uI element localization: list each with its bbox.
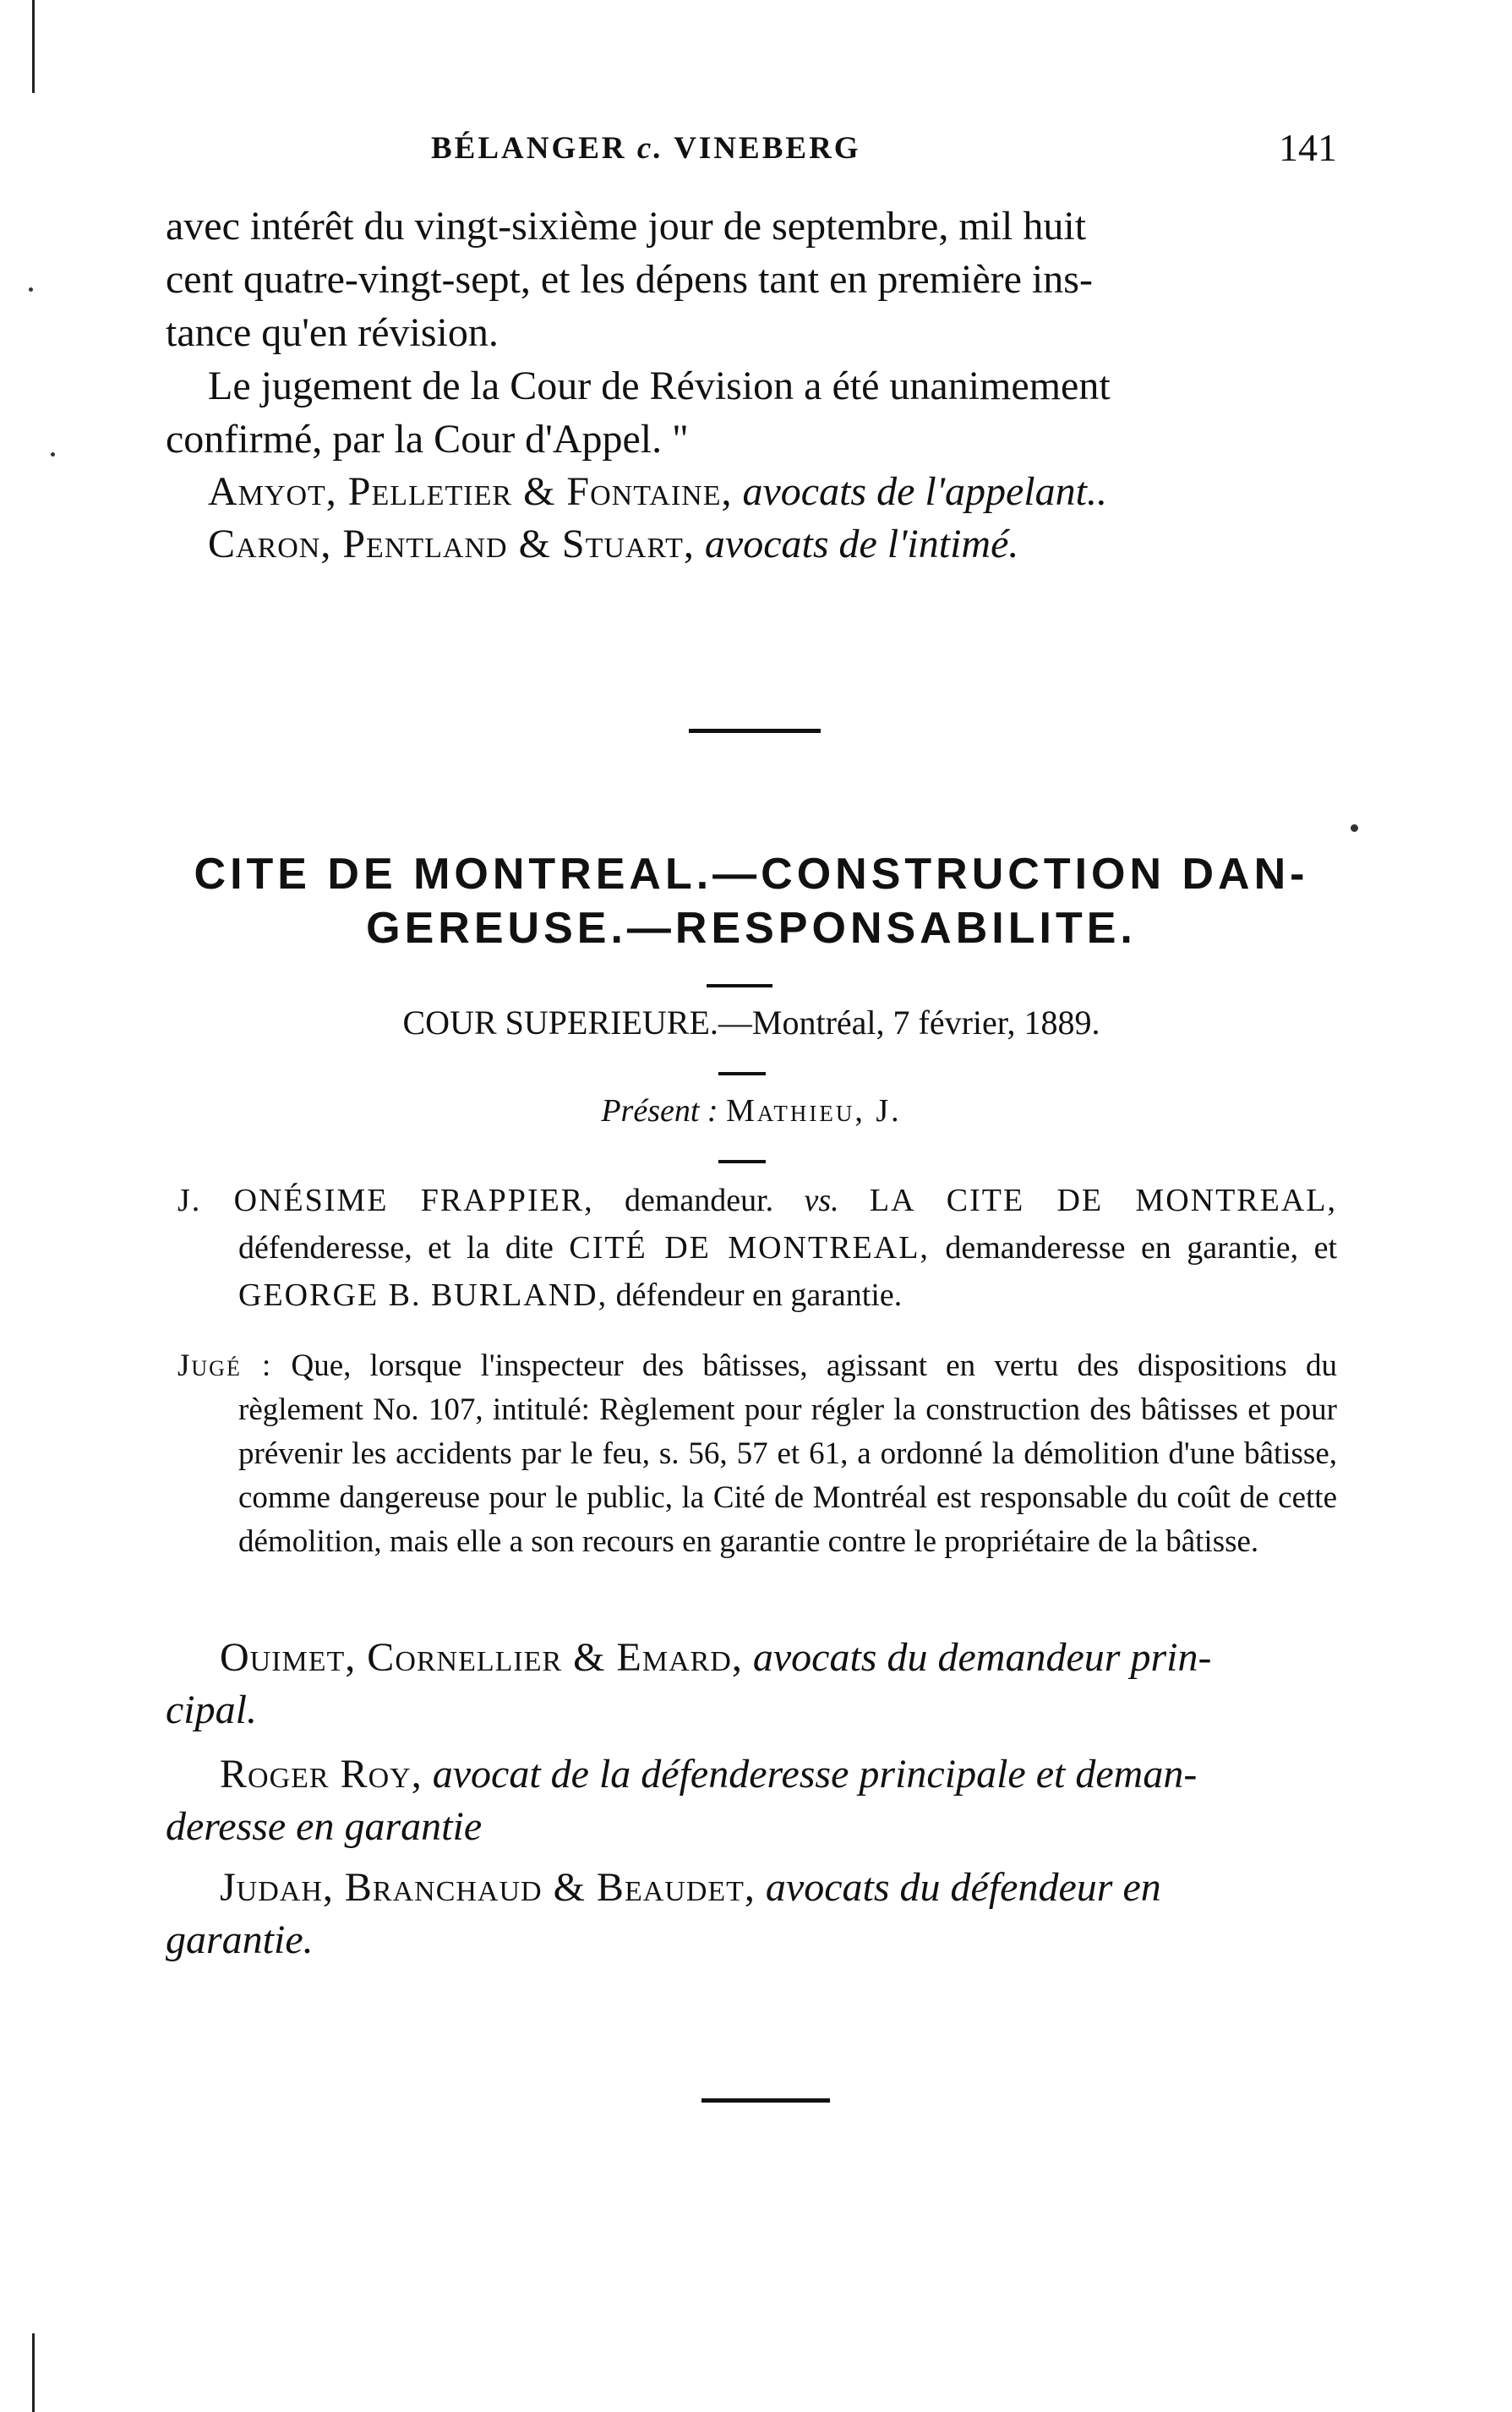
defendant-name: LA CITE DE MONTREAL, <box>869 1183 1338 1218</box>
counsel-garantie <box>166 1862 1337 1966</box>
defendant-role: défenderesse, et la dite <box>238 1230 554 1266</box>
end-divider <box>701 2098 830 2103</box>
opening-paragraph <box>166 200 1337 466</box>
page-header <box>166 125 1337 176</box>
case-headline <box>166 847 1337 955</box>
third-party-role: défendeur en garantie. <box>615 1277 903 1313</box>
defendant-2-name: CITÉ DE MONTREAL, <box>569 1230 930 1266</box>
plaintiff-name: J. ONÉSIME FRAPPIER, <box>177 1183 594 1218</box>
present-line <box>166 1092 1337 1129</box>
text-line: avec intérêt du vingt-sixième jour de septembre, mil huit <box>166 204 1087 249</box>
court-line <box>166 1003 1337 1042</box>
counsel-defendant <box>166 1748 1337 1853</box>
present-label: Présent : <box>601 1093 718 1129</box>
running-head-left: BÉLANGER <box>431 131 627 166</box>
defendant-2-role: demanderesse en garantie, et <box>945 1230 1337 1266</box>
court-rule <box>718 1072 766 1075</box>
running-head-vs: c. <box>636 131 664 166</box>
scan-speck <box>1351 824 1358 832</box>
plaintiff-role: demandeur. <box>624 1183 774 1218</box>
court-name: COUR SUPERIEURE. <box>402 1004 718 1042</box>
counsel-names: Judah, Branchaud & Beaudet, <box>220 1865 756 1910</box>
counsel-names: Roger Roy, <box>220 1752 423 1797</box>
text-line: Le jugement de la Cour de Révision a été unanimement <box>208 364 1111 408</box>
headnote-text: Que, lorsque l'inspecteur des bâtisses, agissant en vertu des dispositions du règlement No. 107, intitulé: Règlement pour régler la construction des bâtisses et pour prévenir les accidents par le feu, s. 56, 57 et 61, a ordonné la démolition d'une bâtisse, comme dangereuse pour le public, la Cité de Montréal est responsable du coût de cette démolition, mais elle a son recours en garantie contre le propriétaire de la bâtisse. <box>238 1348 1338 1559</box>
counsel-role: avocats de l'appelant.. <box>742 469 1107 514</box>
parties-paragraph <box>177 1177 1337 1319</box>
judge-name: Mathieu, J. <box>726 1093 902 1129</box>
counsel-respondent <box>166 518 1337 571</box>
scan-speck <box>51 452 55 457</box>
scan-edge-line-top <box>32 0 35 93</box>
headline-line: GEREUSE.—RESPONSABILITE. <box>366 904 1137 953</box>
versus: vs. <box>804 1183 839 1218</box>
scan-edge-line-bottom <box>32 2333 35 2412</box>
running-head-right: VINEBERG <box>674 131 861 166</box>
counsel-role-continued: deresse en garantie <box>166 1804 483 1849</box>
running-head <box>431 130 861 167</box>
counsel-role: avocat de la défenderesse principale et deman- <box>432 1752 1198 1797</box>
page-number: 141 <box>1279 126 1337 169</box>
counsel-role-continued: garantie. <box>166 1917 314 1962</box>
counsel-role: avocats du demandeur prin- <box>752 1635 1212 1680</box>
counsel-role: avocats de l'intimé. <box>704 522 1019 566</box>
counsel-names: Caron, Pentland & Stuart, <box>208 522 695 566</box>
counsel-role-continued: cipal. <box>166 1687 257 1732</box>
headline-rule <box>707 984 772 987</box>
headline-line: CITE DE MONTREAL.—CONSTRUCTION DAN- <box>194 850 1309 899</box>
headnote-label: Jugé : <box>177 1348 273 1383</box>
section-divider <box>689 729 821 733</box>
text-line: cent quatre-vingt-sept, et les dépens tant en première ins- <box>166 257 1093 302</box>
scan-speck <box>29 287 33 292</box>
third-party-name: GEORGE B. BURLAND, <box>238 1277 609 1313</box>
counsel-plaintiff <box>166 1632 1337 1737</box>
counsel-appellant <box>166 466 1337 518</box>
counsel-role: avocats du défendeur en <box>765 1865 1161 1910</box>
counsel-names: Ouimet, Cornellier & Emard, <box>220 1635 743 1680</box>
text-line: confirmé, par la Cour d'Appel. " <box>166 417 689 462</box>
court-place-date: —Montréal, 7 février, 1889. <box>718 1004 1100 1042</box>
text-line: tance qu'en révision. <box>166 310 499 355</box>
present-rule <box>718 1160 766 1163</box>
headnote <box>177 1344 1337 1564</box>
counsel-names: Amyot, Pelletier & Fontaine, <box>208 469 733 514</box>
